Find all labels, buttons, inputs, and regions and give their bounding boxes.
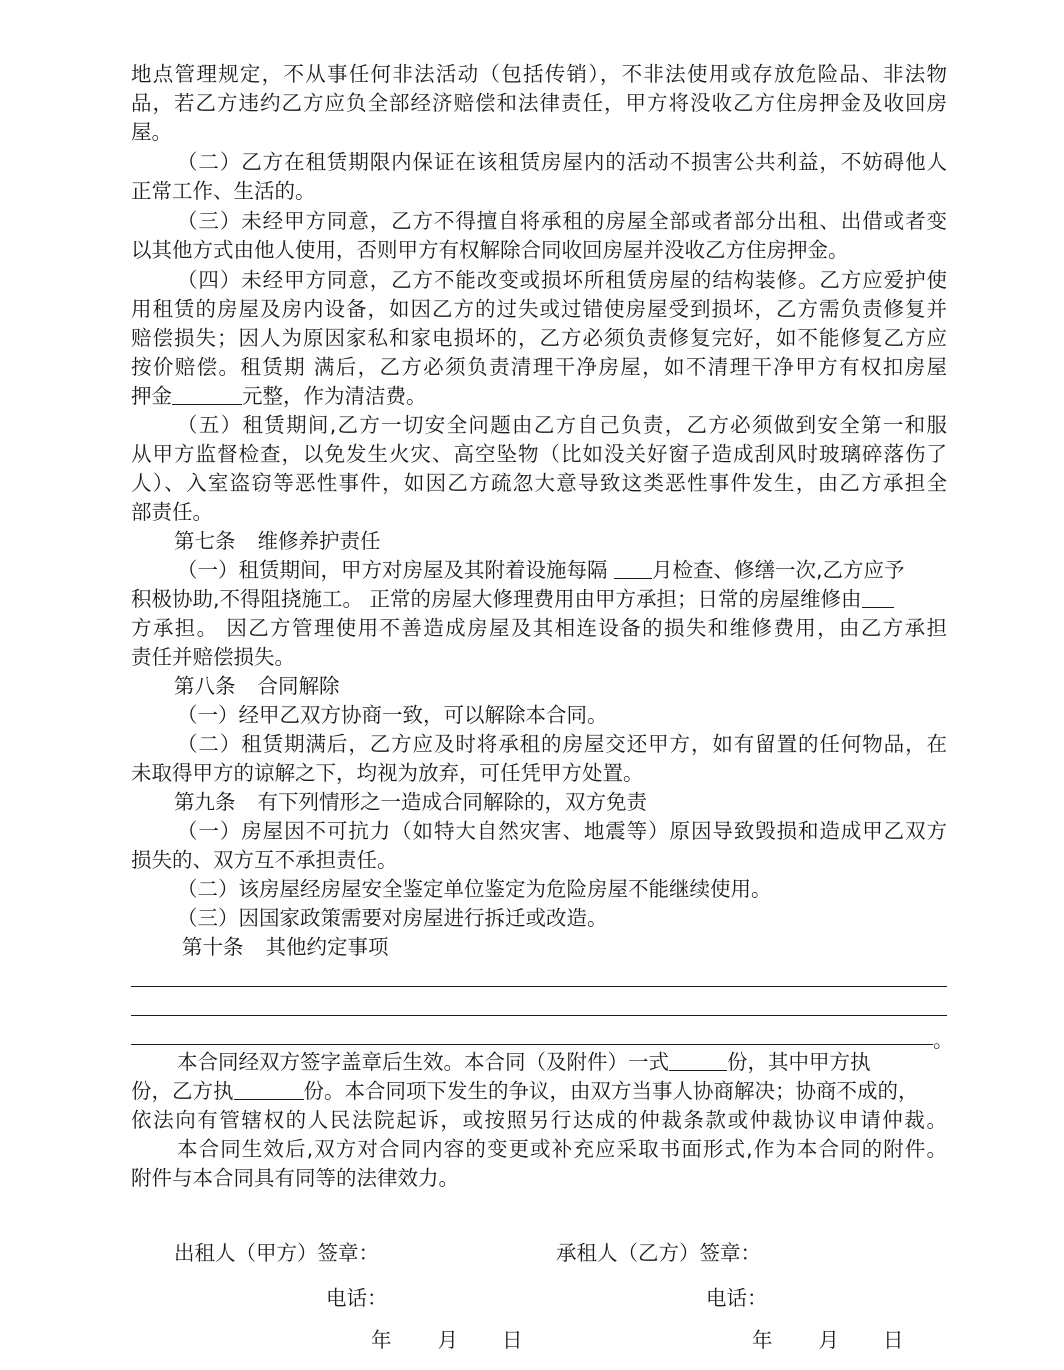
lessee-phone-label: 电话： <box>706 1286 768 1310</box>
clause-paragraph <box>131 730 947 788</box>
clause-paragraph <box>131 1135 947 1193</box>
month-label: 月 <box>437 1328 458 1352</box>
text-line: 按价赔偿。租赁期 满后，乙方必须负责清理干净房屋，如不清理干净甲方有权扣房屋 <box>131 355 947 379</box>
clause-paragraph <box>131 875 947 904</box>
year-label: 年 <box>752 1328 773 1352</box>
text-line <box>131 1077 947 1106</box>
article-number: 第七条 <box>174 529 236 553</box>
text-line: 未取得甲方的谅解之下，均视为放弃，可任凭甲方处置。 <box>131 761 644 785</box>
blank-line <box>131 1015 947 1016</box>
text-line: 附件与本合同具有同等的法律效力。 <box>131 1166 459 1190</box>
text-line: （五）租赁期间,乙方一切安全问题由乙方自己负责，乙方必须做到安全第一和服 <box>177 413 947 437</box>
article-number: 第九条 <box>174 790 236 814</box>
lessee-signature-label: 承租人（乙方）签章： <box>556 1241 761 1265</box>
lessor-signature-label: 出租人（甲方）签章： <box>174 1241 379 1265</box>
text-segment: 份。本合同项下发生的争议，由双方当事人协商解决；协商不成的， <box>303 1079 919 1103</box>
text-line: 依法向有管辖权的人民法院起诉，或按照另行达成的仲裁条款或仲裁协议申请仲裁。 <box>131 1108 947 1132</box>
lessor-phone-label: 电话： <box>326 1286 388 1310</box>
text-line: （一）房屋因不可抗力（如特大自然灾害、地震等）原因导致毁损和造成甲乙双方 <box>177 819 947 843</box>
article-heading <box>174 672 340 701</box>
text-line: （三）未经甲方同意，乙方不得擅自将承租的房屋全部或者部分出租、出借或者变 <box>177 209 947 233</box>
article-title: 其他约定事项 <box>265 935 389 959</box>
text-line: （二）该房屋经房屋安全鉴定单位鉴定为危险房屋不能继续使用。 <box>177 877 772 901</box>
text-line: 正常工作、生活的。 <box>131 179 316 203</box>
blank-line <box>131 986 947 987</box>
text-segment: 积极协助,不得阻挠施工。 正常的房屋大修理费用由甲方承担；日常的房屋维修由 <box>131 587 862 611</box>
period-mark: 。 <box>933 1028 953 1052</box>
clause-paragraph <box>131 817 947 875</box>
text-line: 以其他方式由他人使用，否则甲方有权解除合同收回房屋并没收乙方住房押金。 <box>131 238 849 262</box>
blank-underline <box>614 558 652 579</box>
article-title: 维修养护责任 <box>257 529 381 553</box>
clause-paragraph <box>131 411 947 527</box>
clause-paragraph <box>131 701 947 730</box>
text-segment: 押金 <box>131 384 172 408</box>
blank-underline <box>172 384 242 405</box>
year-label: 年 <box>371 1328 392 1352</box>
blank-line <box>131 1044 933 1045</box>
clause-paragraph <box>131 266 947 411</box>
day-label: 日 <box>502 1328 523 1352</box>
day-label: 日 <box>883 1328 904 1352</box>
text-line: 损失的、双方互不承担责任。 <box>131 848 398 872</box>
text-segment: 本合同经双方签字盖章后生效。本合同（及附件）一式 <box>177 1050 669 1074</box>
clause-paragraph <box>131 60 947 147</box>
article-number: 第十条 <box>182 935 244 959</box>
text-line: （三）因国家政策需要对房屋进行拆迁或改造。 <box>177 906 608 930</box>
month-label: 月 <box>818 1328 839 1352</box>
article-heading <box>182 933 389 962</box>
text-segment: 份，其中甲方执 <box>727 1050 871 1074</box>
text-segment: 月检查、修缮一次,乙方应予 <box>652 558 905 582</box>
text-line: （二）乙方在租赁期限内保证在该租赁房屋内的活动不损害公共利益，不妨碍他人 <box>177 150 947 174</box>
text-line <box>131 382 947 411</box>
text-line: 品，若乙方违约乙方应负全部经济赔偿和法律责任，甲方将没收乙方住房押金及收回房 <box>131 91 947 115</box>
text-line: （二）租赁期满后，乙方应及时将承租的房屋交还甲方，如有留置的任何物品，在 <box>177 732 947 756</box>
clause-paragraph <box>131 207 947 265</box>
text-line: 责任并赔偿损失。 <box>131 645 295 669</box>
text-line: 用租赁的房屋及房内设备，如因乙方的过失或过错使房屋受到损坏，乙方需负责修复并 <box>131 297 947 321</box>
text-line: 方承担。 因乙方管理使用不善造成房屋及其相连设备的损失和维修费用，由乙方承担 <box>131 616 947 640</box>
lessee-date <box>752 1323 904 1353</box>
text-segment: 份，乙方执 <box>131 1079 234 1103</box>
article-heading <box>174 527 381 556</box>
clause-paragraph <box>131 904 947 933</box>
article-title: 合同解除 <box>257 674 340 698</box>
text-line: 屋。 <box>131 120 172 144</box>
text-line: （一）经甲乙双方协商一致，可以解除本合同。 <box>177 703 608 727</box>
text-line: （四）未经甲方同意，乙方不能改变或损坏所租赁房屋的结构装修。乙方应爱护使 <box>177 268 947 292</box>
lessor-date <box>371 1323 523 1353</box>
text-line: 从甲方监督检查，以免发生火灾、高空坠物（比如没关好窗子造成刮风时玻璃碎落伤了 <box>131 442 947 466</box>
text-line: 地点管理规定，不从事任何非法活动（包括传销），不非法使用或存放危险品、非法物 <box>131 62 947 86</box>
text-segment: （一）租赁期间，甲方对房屋及其附着设施每隔 <box>177 558 608 582</box>
article-title: 有下列情形之一造成合同解除的，双方免责 <box>257 790 647 814</box>
text-line: 人）、入室盗窃等恶性事件，如因乙方疏忽大意导致这类恶性事件发生，由乙方承担全 <box>131 471 947 495</box>
text-line <box>131 556 947 585</box>
clause-paragraph <box>131 1048 947 1135</box>
text-segment: 元整，作为清洁费。 <box>242 384 427 408</box>
blank-underline <box>669 1050 727 1071</box>
article-heading <box>174 788 647 817</box>
text-line: 本合同生效后,双方对合同内容的变更或补充应采取书面形式,作为本合同的附件。 <box>177 1137 947 1161</box>
text-line <box>131 585 947 614</box>
clause-paragraph <box>131 148 947 206</box>
text-line <box>131 1048 947 1077</box>
article-number: 第八条 <box>174 674 236 698</box>
blank-underline <box>862 587 894 608</box>
clause-paragraph <box>131 556 947 672</box>
blank-underline <box>234 1079 304 1100</box>
text-line: 部责任。 <box>131 500 213 524</box>
text-line: 赔偿损失；因人为原因家私和家电损坏的，乙方必须负责修复完好，如不能修复乙方应 <box>131 326 947 350</box>
